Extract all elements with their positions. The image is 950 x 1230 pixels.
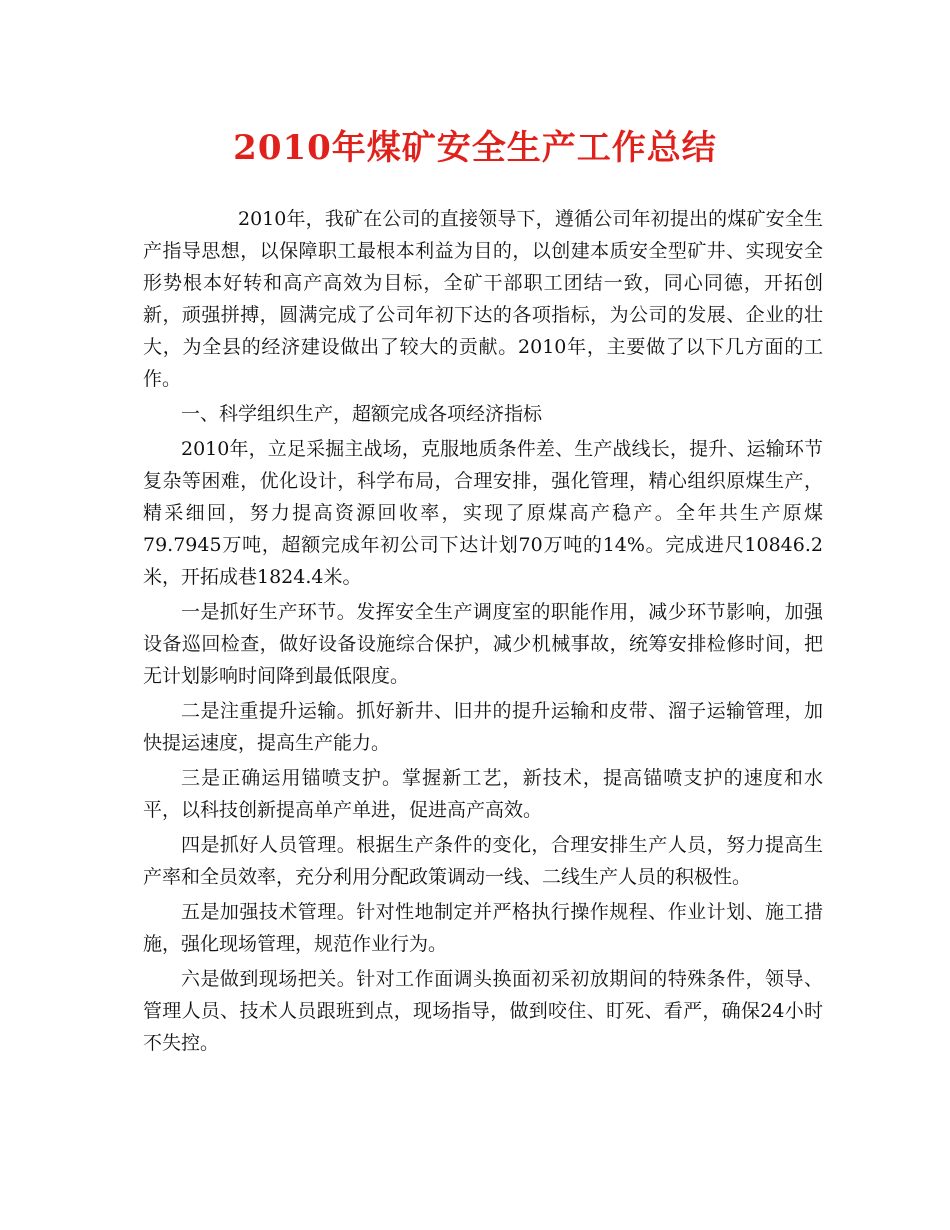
paragraph-item-2: 二是注重提升运输。抓好新井、旧井的提升运输和皮带、溜子运输管理，加快提运速度，提高生产能力。 [143,700,823,754]
paragraph-production-summary: 2010年，立足采掘主战场，克服地质条件差、生产战线长，提升、运输环节复杂等困难，优化设计，科学布局，合理安排，强化管理，精心组织原煤生产，精采细回，努力提高资源回收率，实现了原煤高产稳产。全年共生产原煤79.7945万吨，超额完成年初公司下达计划70万吨的14%。完成进尺10846.2米，开拓成巷1824.4米。 [143,438,823,588]
section-heading-1: 一、科学组织生产，超额完成各项经济指标 [181,403,543,425]
document-title: 2010年煤矿安全生产工作总结 [233,128,717,168]
document-body [143,203,823,1062]
paragraph-intro: 2010年，我矿在公司的直接领导下，遵循公司年初提出的煤矿安全生产指导思想，以保障职工最根本利益为目的，以创建本质安全型矿井、实现安全形势根本好转和高产高效为目标，全矿干部职工团结一致，同心同德，开拓创新，顽强拼搏，圆满完成了公司年初下达的各项指标，为公司的发展、企业的壮大，为全县的经济建设做出了较大的贡献。2010年，主要做了以下几方面的工作。 [143,208,823,390]
paragraph-item-5: 五是加强技术管理。针对性地制定并严格执行操作规程、作业计划、施工措施，强化现场管理，规范作业行为。 [143,901,823,955]
paragraph-item-3: 三是正确运用锚喷支护。掌握新工艺，新技术，提高锚喷支护的速度和水平，以科技创新提高单产单进，促进高产高效。 [143,767,823,821]
paragraph-item-6: 六是做到现场把关。针对工作面调头换面初采初放期间的特殊条件，领导、管理人员、技术人员跟班到点，现场指导，做到咬住、盯死、看严，确保24小时不失控。 [143,968,823,1054]
paragraph-item-4: 四是抓好人员管理。根据生产条件的变化，合理安排生产人员，努力提高生产率和全员效率，充分利用分配政策调动一线、二线生产人员的积极性。 [143,834,823,888]
paragraph-item-1: 一是抓好生产环节。发挥安全生产调度室的职能作用，减少环节影响，加强设备巡回检查，做好设备设施综合保护，减少机械事故，统筹安排检修时间，把无计划影响时间降到最低限度。 [143,601,823,687]
